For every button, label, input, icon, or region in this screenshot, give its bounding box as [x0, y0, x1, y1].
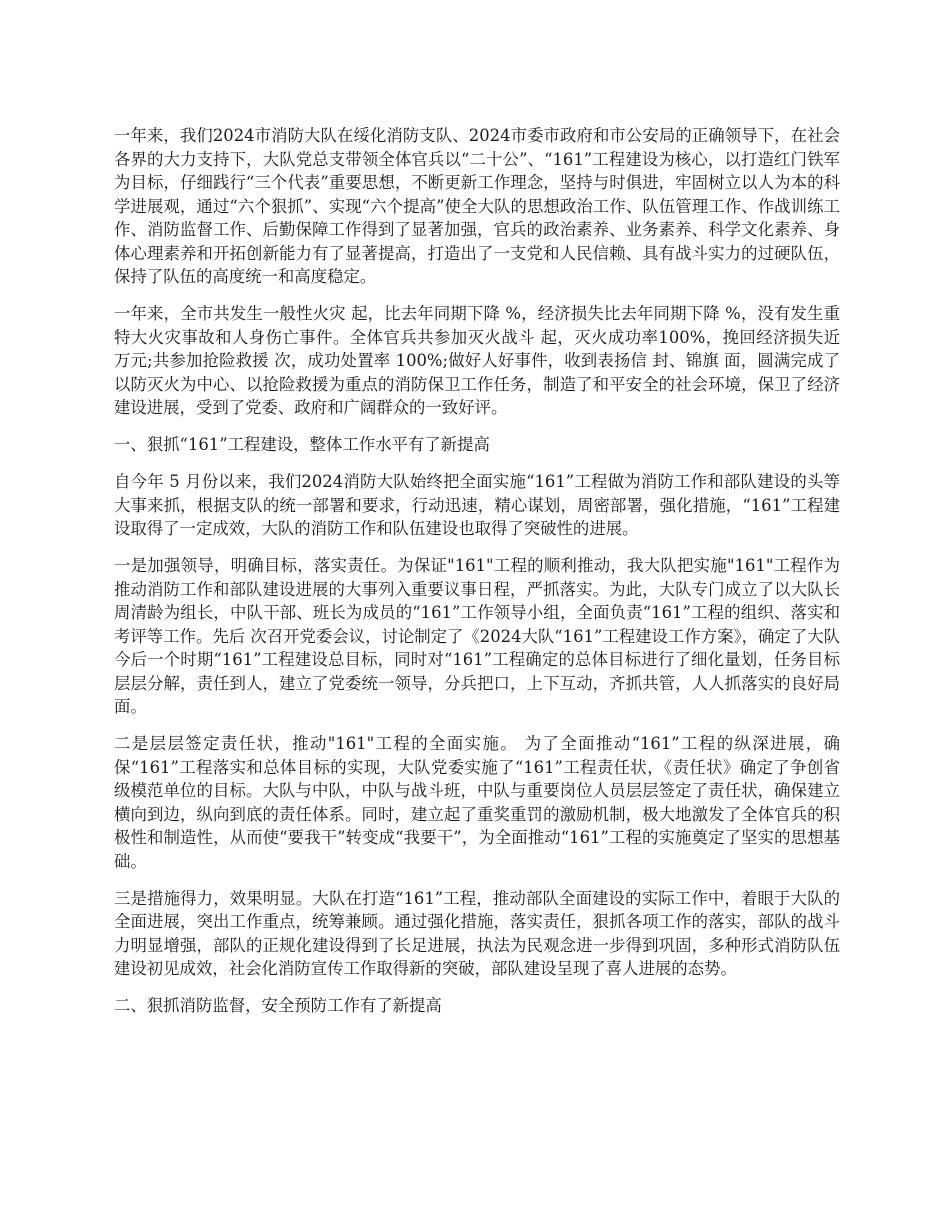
- section-heading-2: 二、狠抓消防监督，安全预防工作有了新提高: [114, 996, 442, 1015]
- paragraph-responsibility: 二是层层签定责任状，推动"161"工程的全面实施。 为了全面推动“161”工程的纵深进展，确保“161”工程落实和总体目标的实现，大队党委实施了“161”工程责任状，《责任状》确定了争创省级模范单位的目标。大队与中队，中队与战斗班，中队与重要岗位人员层层签定了责任状，确保建立横向到边，纵向到底的责任体系。同时，建立起了重奖重罚的激励机制，极大地激发了全体官兵的积极性和制造性，从而使“要我干”转变成“我要干”，为全面推动“161”工程的实施奠定了坚实的思想基础。: [114, 734, 840, 871]
- paragraph-leadership: 一是加强领导，明确目标，落实责任。为保证"161"工程的顺利推动，我大队把实施"161"工程作为推动消防工作和部队建设进展的大事列入重要议事日程，严抓落实。为此，大队专门成立了以大队长周清龄为组长，中队干部、班长为成员的“161”工作领导小组，全面负责“161”工程的组织、落实和考评等工作。先后 次召开党委会议，讨论制定了《2024大队“161”工程建设工作方案》，确定了大队今后一个时期“161”工程建设总目标，同时对“161”工程确定的总体目标进行了细化量划，任务目标层层分解，责任到人，建立了党委统一领导，分兵把口，上下互动，齐抓共管，人人抓落实的良好局面。: [114, 556, 840, 716]
- paragraph-intro: 一年来，我们2024市消防大队在绥化消防支队、2024市委市政府和市公安局的正确领导下，在社会各界的大力支持下，大队党总支带领全体官兵以“二十公”、“161”工程建设为核心，以打造红门铁军为目标，仔细践行“三个代表”重要思想，不断更新工作理念，坚持与时俱进，牢固树立以人为本的科学进展观，通过“六个狠抓”、实现“六个提高”使全大队的思想政治工作、队伍管理工作、作战训练工作、消防监督工作、后勤保障工作得到了显著加强，官兵的政治素养、业务素养、科学文化素养、身体心理素养和开拓创新能力有了显著提高，打造出了一支党和人民信赖、具有战斗实力的过硬队伍，保持了队伍的高度统一和高度稳定。: [114, 126, 840, 286]
- paragraph-measures: 三是措施得力，效果明显。大队在打造“161”工程，推动部队全面建设的实际工作中，着眼于大队的全面进展，突出工作重点，统筹兼顾。通过强化措施，落实责任，狠抓各项工作的落实，部队的战斗力明显增强，部队的正规化建设得到了长足进展，执法为民观念进一步得到巩固，多种形式消防队伍建设初见成效，社会化消防宣传工作取得新的突破，部队建设呈现了喜人进展的态势。: [114, 888, 840, 978]
- paragraph-statistics: 一年来，全市共发生一般性火灾 起，比去年同期下降 %，经济损失比去年同期下降 %，没有发生重特大火灾事故和人身伤亡事件。全体官兵共参加灭火战斗 起，灭火成功率100%，挽回经济损失近 万元;共参加抢险救援 次，成功处置率 100%;做好人好事件，收到表扬信 封、锦旗 面，圆满完成了以防灭火为中心、以抢险救援为重点的消防保卫工作任务，制造了和平安全的社会环境，保卫了经济建设进展，受到了党委、政府和广阔群众的一致好评。: [114, 304, 840, 417]
- section-heading-1: 一、狠抓“161”工程建设，整体工作水平有了新提高: [114, 435, 490, 454]
- document-body: [114, 124, 840, 1031]
- paragraph-161-overview: 自今年 5 月份以来，我们2024消防大队始终把全面实施“161”工程做为消防工作和部队建设的头等大事来抓，根据支队的统一部署和要求，行动迅速，精心谋划，周密部署，强化措施，“161”工程建设取得了一定成效，大队的消防工作和队伍建设也取得了突破性的进展。: [114, 472, 840, 538]
